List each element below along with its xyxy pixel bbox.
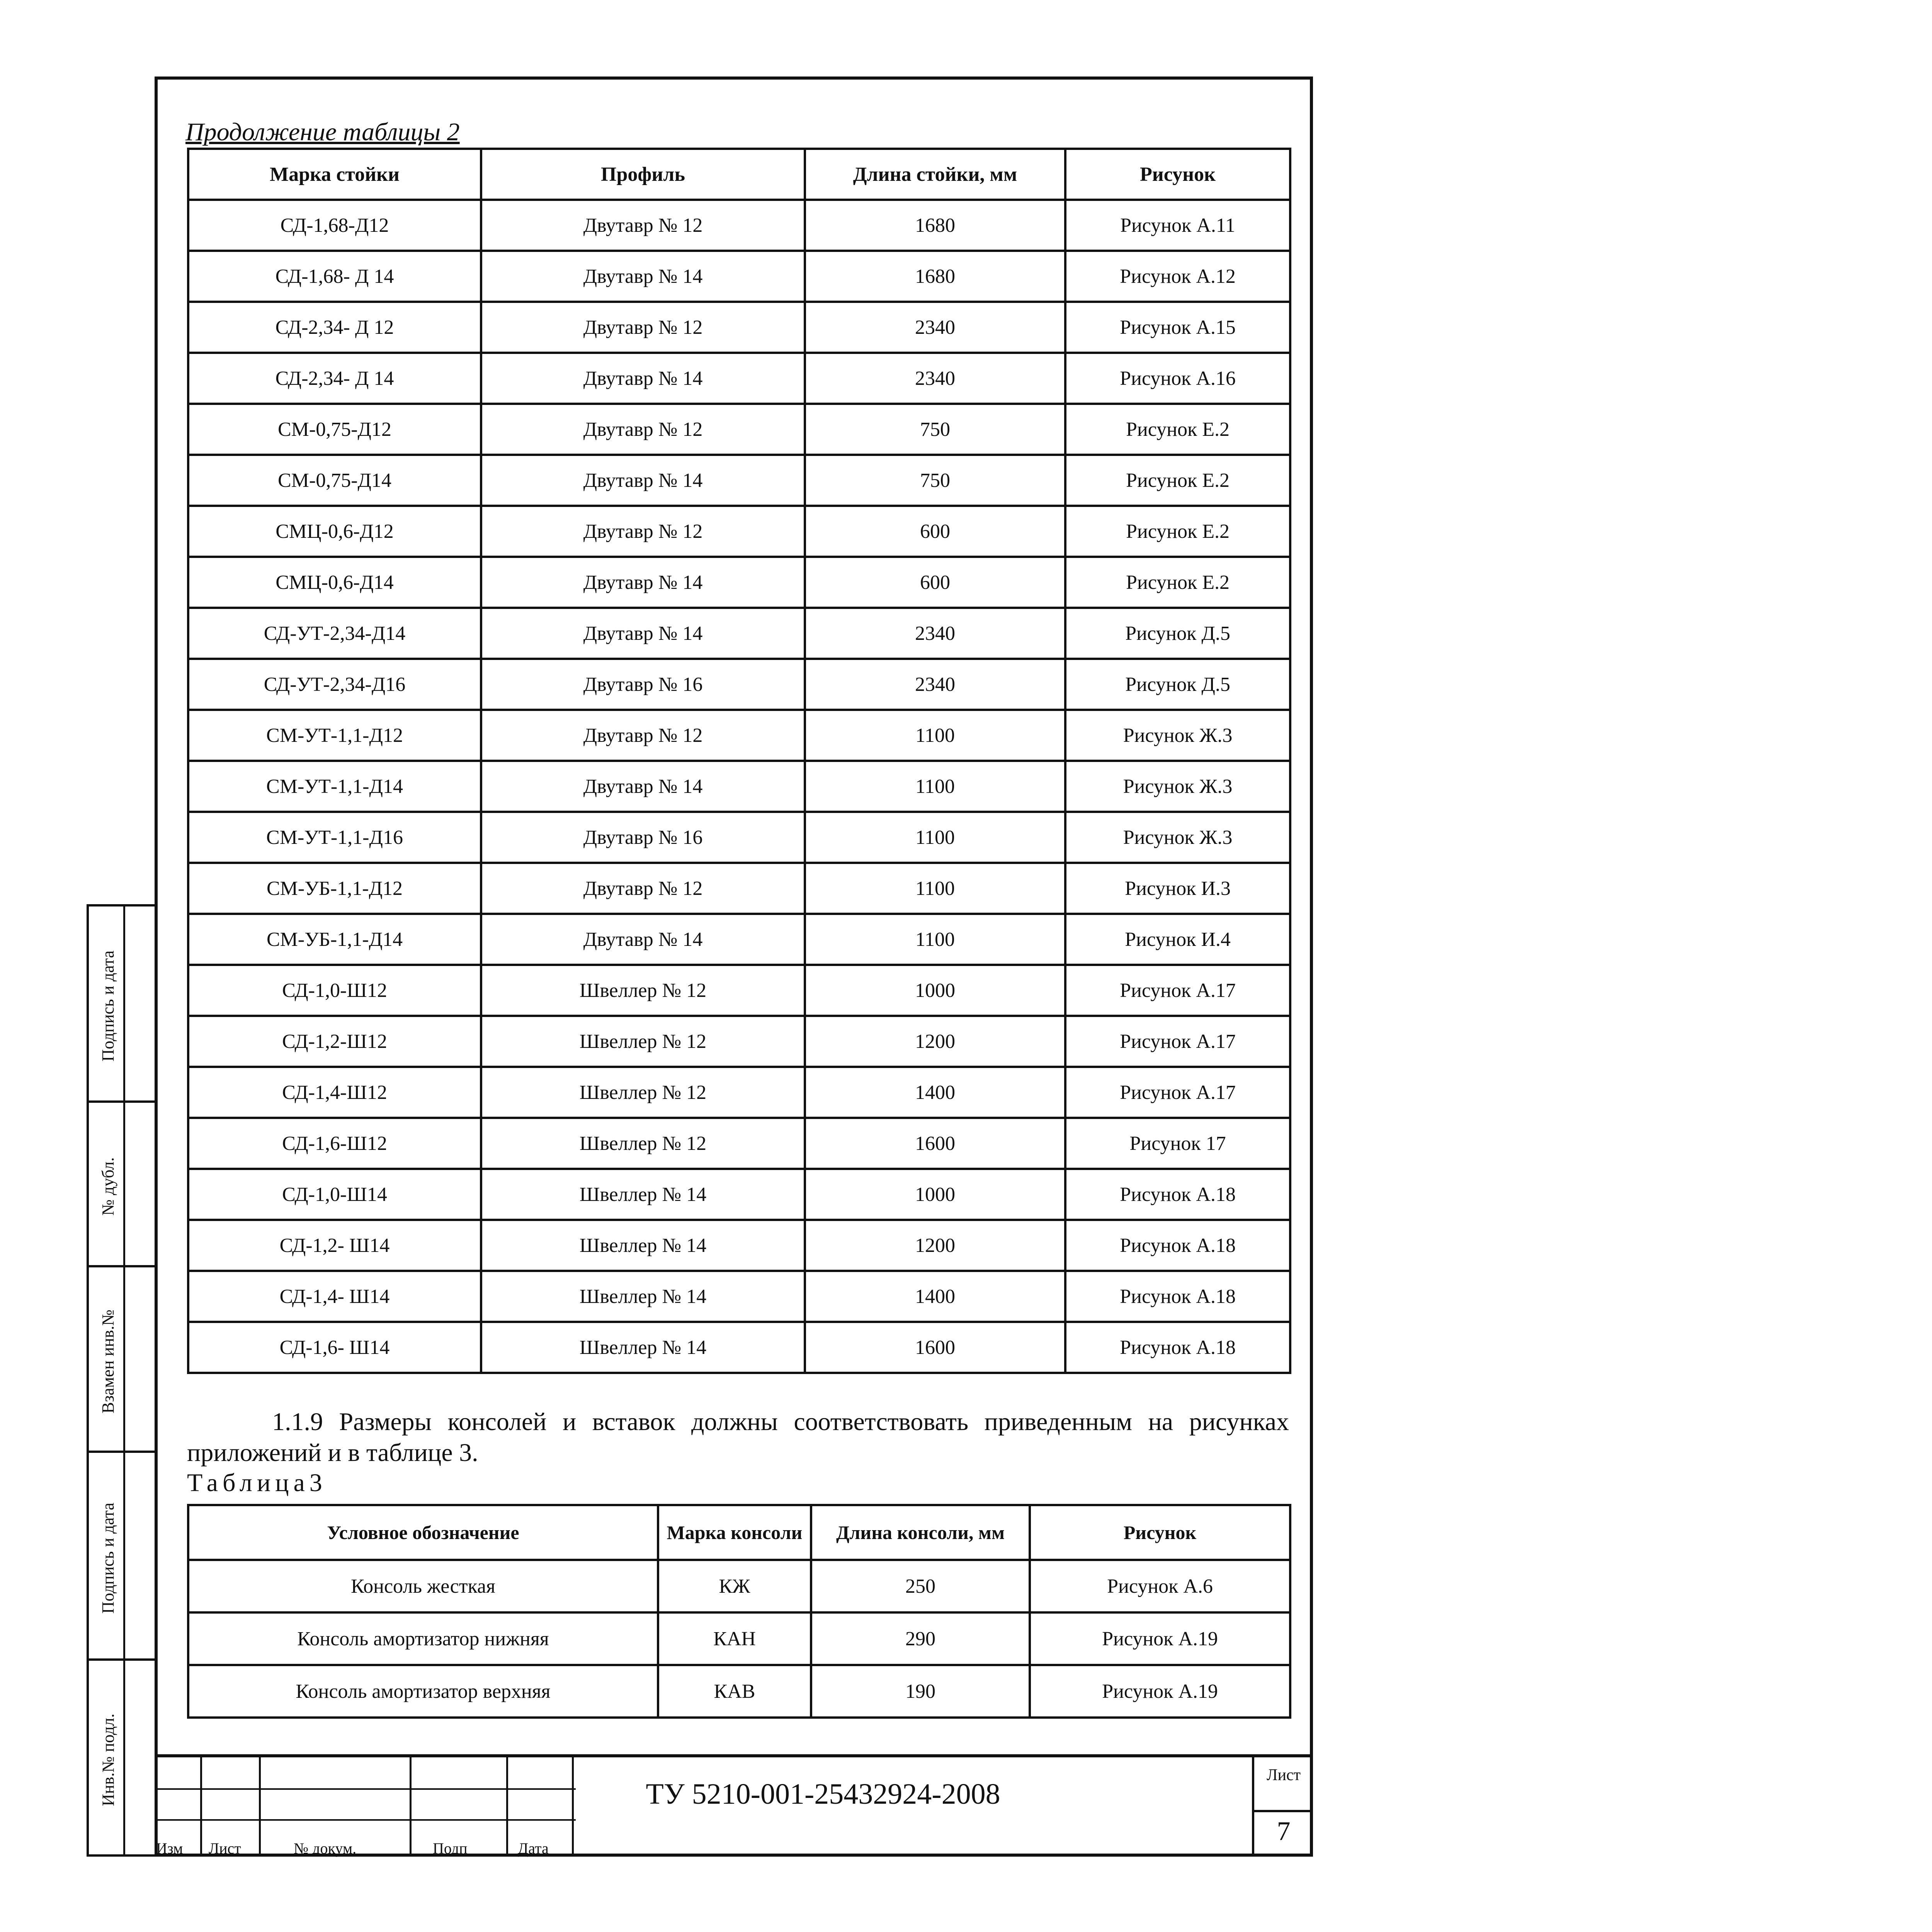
table-row [188, 1067, 1290, 1118]
table-cell: Рисунок А.18 [1065, 1220, 1290, 1271]
table2 [187, 148, 1291, 1374]
table-cell: Рисунок А.15 [1065, 302, 1290, 353]
side-stamp-cell [87, 1100, 155, 1267]
table-row [188, 404, 1290, 455]
table-cell: Рисунок Ж.3 [1065, 710, 1290, 761]
document-code: ТУ 5210-001-25432924-2008 [646, 1778, 1000, 1810]
table-cell: СД-1,4-Ш12 [188, 1067, 481, 1118]
table-cell: 1100 [805, 863, 1065, 914]
table-cell: Рисунок А.12 [1065, 251, 1290, 302]
table2-caption: Продолжение таблицы 2 [185, 118, 460, 146]
side-stamp-cell [87, 1451, 155, 1661]
table-cell: Швеллер № 14 [481, 1271, 805, 1322]
table-row [188, 710, 1290, 761]
table-cell: СД-1,6-Ш12 [188, 1118, 481, 1169]
column-header: Марка консоли [658, 1505, 811, 1560]
table-cell: 2340 [805, 302, 1065, 353]
table-cell: Двутавр № 14 [481, 353, 805, 404]
table-cell: Швеллер № 14 [481, 1220, 805, 1271]
table-cell: Двутавр № 14 [481, 455, 805, 506]
column-header: Профиль [481, 149, 805, 200]
table-cell: Рисунок А.17 [1065, 1016, 1290, 1067]
table-cell: Двутавр № 14 [481, 914, 805, 965]
table-row [188, 1612, 1290, 1665]
table-cell: Швеллер № 12 [481, 965, 805, 1016]
table-row [188, 1118, 1290, 1169]
table-cell: Консоль жесткая [188, 1560, 658, 1612]
paragraph-1-1-9: 1.1.9 Размеры консолей и вставок должны соответствовать приведенным на рисунках приложений и в таблице 3. [187, 1408, 1289, 1467]
table-cell: СМ-0,75-Д14 [188, 455, 481, 506]
table-cell: СД-УТ-2,34-Д16 [188, 659, 481, 710]
table-cell: 1100 [805, 710, 1065, 761]
table-cell: Рисунок 17 [1065, 1118, 1290, 1169]
table-row [188, 455, 1290, 506]
table-cell: Рисунок Ж.3 [1065, 812, 1290, 863]
table2-header-row [188, 149, 1290, 200]
table-cell: Рисунок Ж.3 [1065, 761, 1290, 812]
table-row [188, 200, 1290, 251]
side-stamp-label: № дубл. [99, 1157, 118, 1216]
table-cell: Рисунок А.18 [1065, 1322, 1290, 1373]
table-cell: Двутавр № 12 [481, 200, 805, 251]
table-cell: Рисунок А.11 [1065, 200, 1290, 251]
stamp-col-label: № докум. [294, 1840, 357, 1857]
table-cell: Рисунок А.18 [1065, 1271, 1290, 1322]
sheet-number-box [1252, 1754, 1313, 1857]
table-cell: СД-2,34- Д 12 [188, 302, 481, 353]
table-cell: СМ-УТ-1,1-Д12 [188, 710, 481, 761]
side-stamp-label: Взамен инв.№ [99, 1309, 118, 1413]
table-row [188, 761, 1290, 812]
table-cell: СД-1,0-Ш12 [188, 965, 481, 1016]
table-cell: КЖ [658, 1560, 811, 1612]
table-cell: 1200 [805, 1220, 1065, 1271]
stamp-col-label: Лист [209, 1840, 241, 1857]
table-cell: 1100 [805, 812, 1065, 863]
side-stamp-cell [87, 904, 155, 1103]
side-stamp-label: Подпись и дата [99, 950, 118, 1061]
column-header: Условное обозначение [188, 1505, 658, 1560]
table-row [188, 353, 1290, 404]
table-cell: Рисунок Е.2 [1065, 404, 1290, 455]
table-cell: Рисунок И.4 [1065, 914, 1290, 965]
table-cell: 750 [805, 404, 1065, 455]
stamp-col-label: Изм [156, 1840, 183, 1857]
table-cell: Двутавр № 14 [481, 608, 805, 659]
table-row [188, 557, 1290, 608]
table-row [188, 1665, 1290, 1718]
table-cell: Двутавр № 16 [481, 659, 805, 710]
table-cell: СД-1,68- Д 14 [188, 251, 481, 302]
table-cell: Швеллер № 14 [481, 1322, 805, 1373]
table-cell: 1100 [805, 761, 1065, 812]
table-cell: Швеллер № 12 [481, 1067, 805, 1118]
table-row [188, 1322, 1290, 1373]
stamp-col-label: Подп [433, 1840, 468, 1857]
sheet-label: Лист [1267, 1766, 1301, 1784]
table-cell: Рисунок Е.2 [1065, 557, 1290, 608]
table-cell: 1680 [805, 200, 1065, 251]
column-header: Длина консоли, мм [811, 1505, 1030, 1560]
table-cell: Двутавр № 14 [481, 761, 805, 812]
table-cell: Рисунок А.17 [1065, 1067, 1290, 1118]
table-row [188, 1220, 1290, 1271]
table-cell: Рисунок А.17 [1065, 965, 1290, 1016]
side-stamp-label: Инв.№ подл. [99, 1713, 118, 1806]
table-cell: Двутавр № 14 [481, 251, 805, 302]
column-header: Рисунок [1065, 149, 1290, 200]
table-cell: СД-2,34- Д 14 [188, 353, 481, 404]
table-cell: Рисунок И.3 [1065, 863, 1290, 914]
stamp-col-label: Дата [518, 1840, 549, 1857]
side-stamp-cell [87, 1265, 155, 1453]
table-cell: Рисунок А.19 [1030, 1612, 1290, 1665]
table-cell: 290 [811, 1612, 1030, 1665]
table-row [188, 863, 1290, 914]
table-cell: КАН [658, 1612, 811, 1665]
table-cell: 750 [805, 455, 1065, 506]
table-cell: Консоль амортизатор нижняя [188, 1612, 658, 1665]
table-cell: СМ-УТ-1,1-Д14 [188, 761, 481, 812]
table3-header-row [188, 1505, 1290, 1560]
table-row [188, 914, 1290, 965]
table-row [188, 506, 1290, 557]
table-row [188, 1271, 1290, 1322]
table-cell: СМ-0,75-Д12 [188, 404, 481, 455]
table-row [188, 1016, 1290, 1067]
table-cell: 1000 [805, 1169, 1065, 1220]
table-row [188, 302, 1290, 353]
table-cell: Консоль амортизатор верхняя [188, 1665, 658, 1718]
table-cell: 1400 [805, 1271, 1065, 1322]
table-row [188, 608, 1290, 659]
side-stamp-cell [87, 1658, 155, 1857]
table-row [188, 659, 1290, 710]
table-row [188, 965, 1290, 1016]
table-cell: СМЦ-0,6-Д12 [188, 506, 481, 557]
table-cell: СД-1,2- Ш14 [188, 1220, 481, 1271]
table-cell: СД-1,2-Ш12 [188, 1016, 481, 1067]
table-cell: Двутавр № 12 [481, 710, 805, 761]
table-cell: Рисунок А.16 [1065, 353, 1290, 404]
table-cell: 2340 [805, 608, 1065, 659]
table3 [187, 1504, 1291, 1719]
table3-caption: Таблица3 [187, 1469, 327, 1497]
table-cell: СМ-УБ-1,1-Д14 [188, 914, 481, 965]
table-cell: СД-1,68-Д12 [188, 200, 481, 251]
table-cell: СМ-УТ-1,1-Д16 [188, 812, 481, 863]
table-cell: Рисунок А.19 [1030, 1665, 1290, 1718]
column-header: Рисунок [1030, 1505, 1290, 1560]
table-cell: 600 [805, 506, 1065, 557]
side-stamp-label: Подпись и дата [99, 1502, 118, 1614]
table-cell: 250 [811, 1560, 1030, 1612]
table-cell: Двутавр № 12 [481, 302, 805, 353]
table-row [188, 1169, 1290, 1220]
table-cell: Двутавр № 12 [481, 404, 805, 455]
table-cell: СМ-УБ-1,1-Д12 [188, 863, 481, 914]
table-cell: Рисунок Е.2 [1065, 455, 1290, 506]
table-cell: 1000 [805, 965, 1065, 1016]
table-cell: 1400 [805, 1067, 1065, 1118]
table-cell: Двутавр № 12 [481, 863, 805, 914]
table-cell: СД-1,0-Ш14 [188, 1169, 481, 1220]
table-cell: 600 [805, 557, 1065, 608]
table-cell: Двутавр № 12 [481, 506, 805, 557]
table-cell: Двутавр № 14 [481, 557, 805, 608]
table-cell: Швеллер № 14 [481, 1169, 805, 1220]
table-cell: Рисунок А.18 [1065, 1169, 1290, 1220]
table-cell: 2340 [805, 353, 1065, 404]
table-cell: СД-1,4- Ш14 [188, 1271, 481, 1322]
column-header: Длина стойки, мм [805, 149, 1065, 200]
table-cell: СД-УТ-2,34-Д14 [188, 608, 481, 659]
table-cell: 190 [811, 1665, 1030, 1718]
table-cell: 2340 [805, 659, 1065, 710]
sheet-number: 7 [1277, 1816, 1291, 1846]
table-cell: 1600 [805, 1322, 1065, 1373]
table-row [188, 1560, 1290, 1612]
table-cell: СД-1,6- Ш14 [188, 1322, 481, 1373]
table-row [188, 812, 1290, 863]
column-header: Марка стойки [188, 149, 481, 200]
table-cell: Рисунок А.6 [1030, 1560, 1290, 1612]
table-cell: Рисунок Д.5 [1065, 608, 1290, 659]
table-cell: 1600 [805, 1118, 1065, 1169]
table-cell: 1200 [805, 1016, 1065, 1067]
table-cell: КАВ [658, 1665, 811, 1718]
table-cell: Двутавр № 16 [481, 812, 805, 863]
table-cell: 1100 [805, 914, 1065, 965]
table-cell: Рисунок Е.2 [1065, 506, 1290, 557]
table-row [188, 251, 1290, 302]
table-cell: Швеллер № 12 [481, 1016, 805, 1067]
table-cell: Рисунок Д.5 [1065, 659, 1290, 710]
table-cell: СМЦ-0,6-Д14 [188, 557, 481, 608]
table-cell: 1680 [805, 251, 1065, 302]
table-cell: Швеллер № 12 [481, 1118, 805, 1169]
